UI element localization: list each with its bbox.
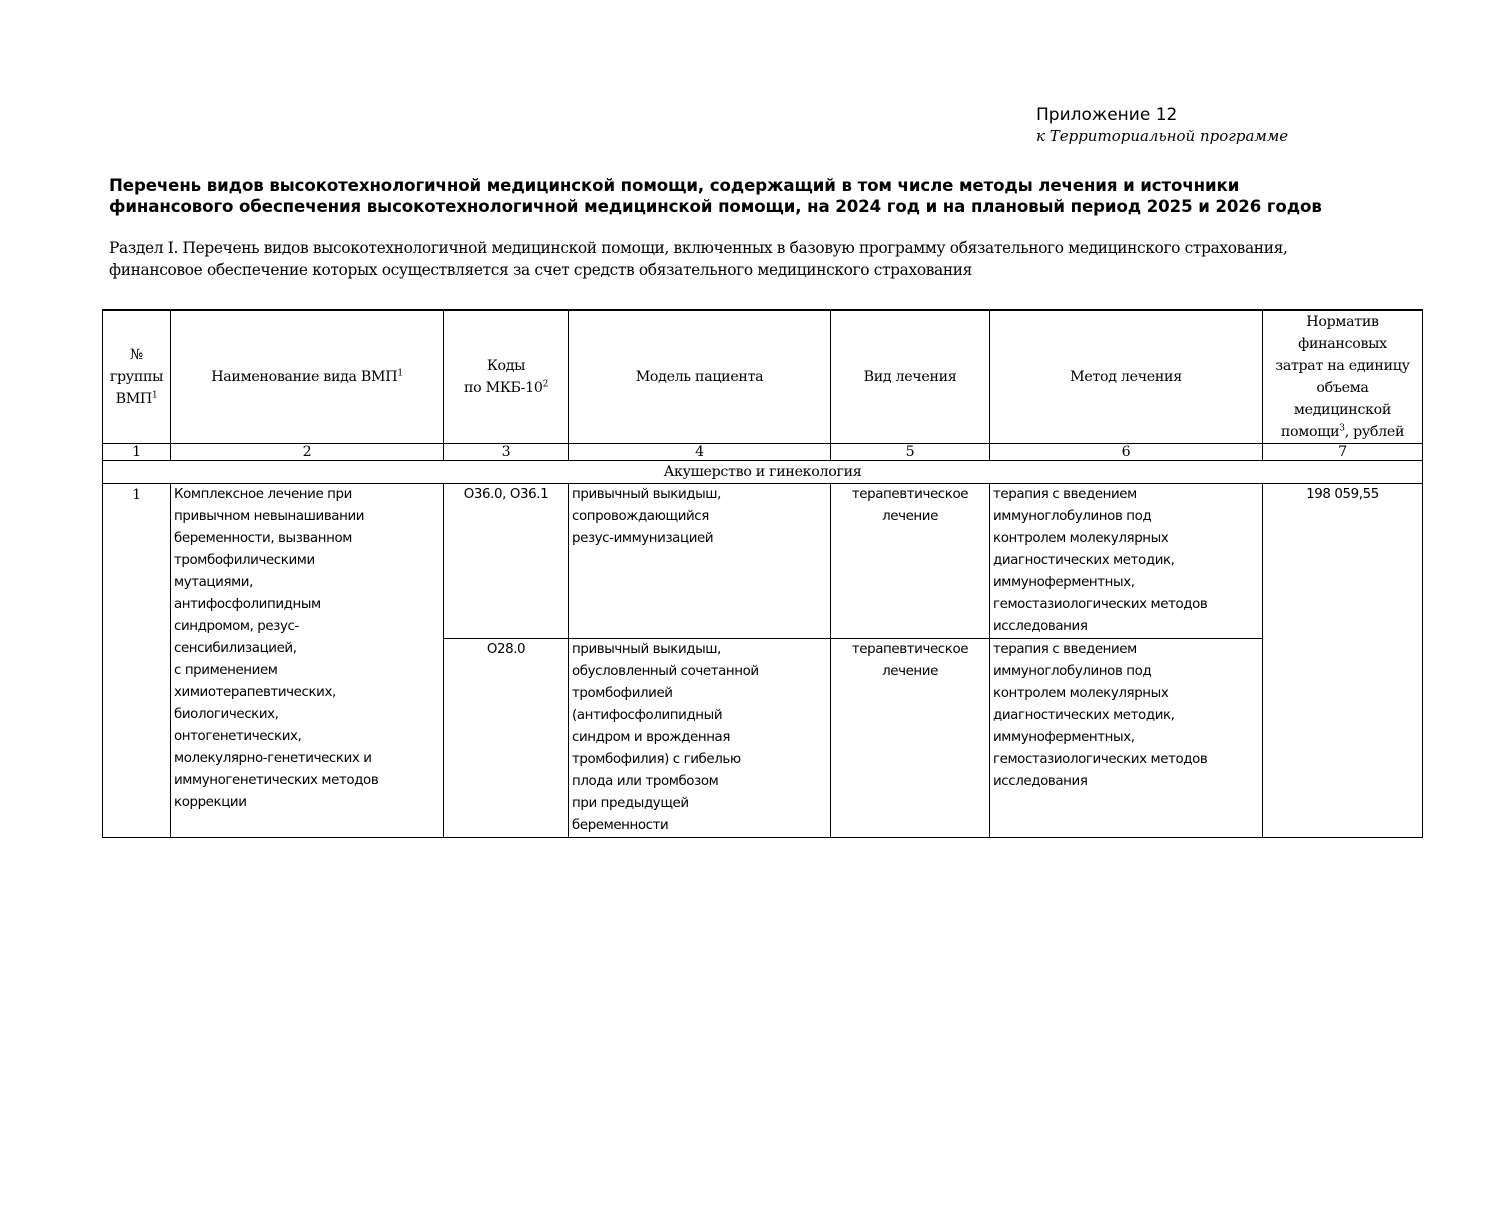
header-group-number — [103, 310, 171, 444]
patient-model: привычный выкидыш, обусловленный сочетанной тромбофилией (антифосфолипидный синдром и врожденная тромбофилия) с гибелью плода или тромбозом при предыдущей беременности — [569, 639, 831, 838]
table-header-row — [103, 310, 1423, 444]
document-title-line-1: Перечень видов высокотехнологичной медицинской помощи, содержащий в том числе методы лечения и источники — [109, 176, 1240, 195]
column-number: 4 — [569, 444, 831, 461]
header-cost-standard — [1263, 310, 1423, 444]
group-number: 1 — [103, 484, 171, 838]
appendix-subtitle: к Территориальной программе — [1036, 127, 1289, 145]
document-title — [109, 175, 1429, 217]
header-text: Коды по МКБ-10 — [463, 358, 543, 396]
section-heading-line-1: Раздел I. Перечень видов высокотехнологичной медицинской помощи, включенных в базовую программу обязательного медицинского страхования, — [109, 239, 1288, 257]
treatment-method: терапия с введением иммуноглобулинов под контролем молекулярных диагностических методик, иммуноферментных, гемостазиологических методов исследования — [990, 484, 1263, 639]
footnote-mark: 2 — [542, 379, 549, 390]
section-heading — [109, 237, 1439, 281]
column-number: 7 — [1263, 444, 1423, 461]
header-text: Вид лечения — [863, 369, 957, 385]
column-number: 5 — [831, 444, 990, 461]
footnote-mark: 1 — [152, 390, 158, 401]
header-treatment-method — [990, 310, 1263, 444]
appendix-header — [1036, 104, 1336, 146]
vmp-table — [102, 309, 1423, 838]
column-number: 3 — [444, 444, 569, 461]
header-text-suffix: , рублей — [1344, 424, 1405, 440]
patient-model: привычный выкидыш, сопровождающийся резус-иммунизацией — [569, 484, 831, 639]
column-number-row — [103, 444, 1423, 461]
table-row — [103, 484, 1423, 639]
treatment-method: терапия с введением иммуноглобулинов под контролем молекулярных диагностических методик, иммуноферментных, гемостазиологических методов исследования — [990, 639, 1263, 838]
column-number: 2 — [171, 444, 444, 461]
document-title-line-2: финансового обеспечения высокотехнологичной медицинской помощи, на 2024 год и на плановый период 2025 и 2026 годов — [109, 197, 1322, 216]
cost-standard: 198 059,55 — [1263, 484, 1423, 838]
header-text: Наименование вида ВМП — [211, 369, 398, 385]
header-text: № группы ВМП — [109, 347, 164, 407]
footnote-mark: 3 — [1339, 423, 1345, 434]
section-heading-line-2: финансовое обеспечение которых осуществляется за счет средств обязательного медицинского страхования — [109, 261, 973, 279]
footnote-mark: 1 — [397, 368, 403, 379]
appendix-title: Приложение 12 — [1036, 105, 1178, 125]
treatment-type: терапевтическое лечение — [831, 484, 990, 639]
icd-codes: O28.0 — [444, 639, 569, 838]
header-treatment-type — [831, 310, 990, 444]
header-text: Норматив финансовых затрат на единицу объема медицинской помощи — [1275, 314, 1410, 440]
icd-codes: O36.0, O36.1 — [444, 484, 569, 639]
header-vmp-name — [171, 310, 444, 444]
category-row — [103, 461, 1423, 484]
category-label: Акушерство и гинекология — [103, 461, 1423, 484]
treatment-type: терапевтическое лечение — [831, 639, 990, 838]
header-text: Метод лечения — [1070, 369, 1182, 385]
vmp-name: Комплексное лечение при привычном невынашивании беременности, вызванном тромбофилическими мутациями, антифосфолипидным синдромом, резус- сенсибилизацией, с применением химиотерапевтических, биологических, онтогенетических, молекулярно-генетических и иммуногенетических методов коррекции — [171, 484, 444, 838]
column-number: 6 — [990, 444, 1263, 461]
column-number: 1 — [103, 444, 171, 461]
header-icd-codes — [444, 310, 569, 444]
header-text: Модель пациента — [635, 369, 764, 385]
header-patient-model — [569, 310, 831, 444]
